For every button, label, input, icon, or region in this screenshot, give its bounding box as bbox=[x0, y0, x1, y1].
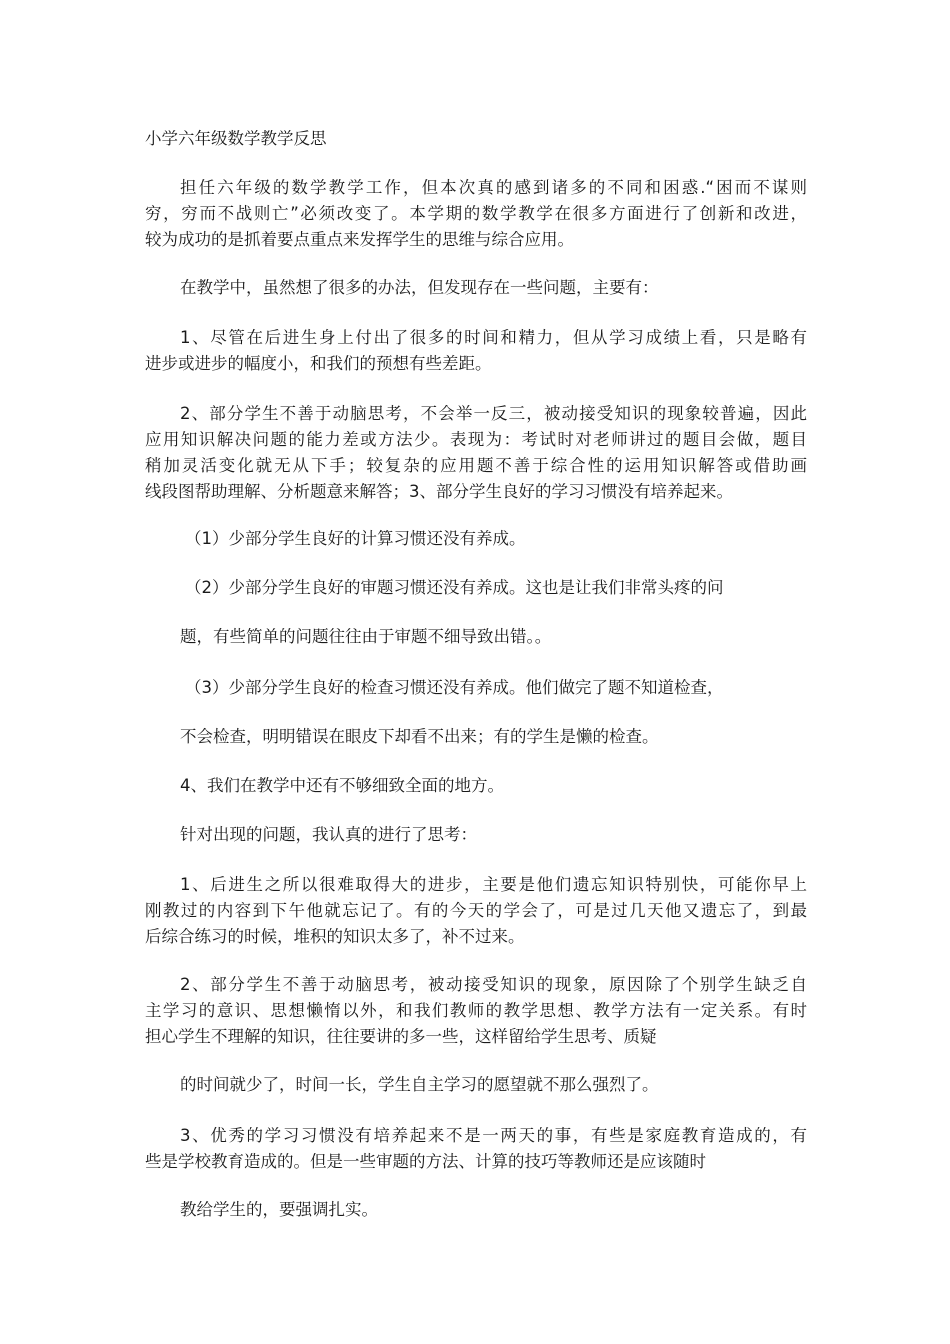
paragraph-line: 不会检查，明明错误在眼皮下却看不出来；有的学生是懒的检查。 bbox=[180, 727, 659, 746]
paragraph-line: （1）少部分学生良好的计算习惯还没有养成。 bbox=[185, 529, 526, 548]
paragraph-line: 3、优秀的学习习惯没有培养起来不是一两天的事，有些是家庭教育造成的，有 bbox=[180, 1126, 807, 1145]
paragraph-line: 教给学生的，要强调扎实。 bbox=[180, 1200, 378, 1219]
paragraph-line: 1、后进生之所以很难取得大的进步，主要是他们遗忘知识特别快，可能你早上 bbox=[180, 875, 807, 894]
paragraph-line: 针对出现的问题，我认真的进行了思考： bbox=[180, 825, 477, 844]
paragraph-line: 进步或进步的幅度小，和我们的预想有些差距。 bbox=[145, 354, 492, 373]
paragraph-line: 担心学生不理解的知识，往往要讲的多一些，这样留给学生思考、质疑 bbox=[145, 1027, 657, 1046]
paragraph-line: 担任六年级的数学教学工作，但本次真的感到诸多的不同和困惑.“困而不谋则 bbox=[180, 178, 807, 197]
document-title: 小学六年级数学教学反思 bbox=[145, 129, 327, 148]
paragraph-line: （3）少部分学生良好的检查习惯还没有养成。他们做完了题不知道检查， bbox=[185, 678, 724, 697]
paragraph-line: 线段图帮助理解、分析题意来解答；3、部分学生良好的学习习惯没有培养起来。 bbox=[145, 482, 733, 501]
paragraph-line: 的时间就少了，时间一长，学生自主学习的愿望就不那么强烈了。 bbox=[180, 1075, 659, 1094]
paragraph-line: 题，有些简单的问题往往由于审题不细导致出错。。 bbox=[180, 627, 552, 646]
paragraph-line: 后综合练习的时候，堆积的知识太多了，补不过来。 bbox=[145, 927, 525, 946]
paragraph-line: 稍加灵活变化就无从下手；较复杂的应用题不善于综合性的运用知识解答或借助画 bbox=[145, 456, 807, 475]
paragraph-line: （2）少部分学生良好的审题习惯还没有养成。这也是让我们非常头疼的问 bbox=[185, 578, 724, 597]
paragraph-line: 在教学中，虽然想了很多的办法，但发现存在一些问题，主要有： bbox=[180, 278, 659, 297]
paragraph-line: 主学习的意识、思想懒惰以外，和我们教师的教学思想、教学方法有一定关系。有时 bbox=[145, 1001, 807, 1020]
paragraph-line: 较为成功的是抓着要点重点来发挥学生的思维与综合应用。 bbox=[145, 230, 574, 249]
paragraph-line: 些是学校教育造成的。但是一些审题的方法、计算的技巧等教师还是应该随时 bbox=[145, 1152, 706, 1171]
paragraph-line: 刚教过的内容到下午他就忘记了。有的今天的学会了，可是过几天他又遗忘了，到最 bbox=[145, 901, 807, 920]
paragraph-line: 应用知识解决问题的能力差或方法少。表现为：考试时对老师讲过的题目会做，题目 bbox=[145, 430, 807, 449]
paragraph-line: 1、尽管在后进生身上付出了很多的时间和精力，但从学习成绩上看，只是略有 bbox=[180, 328, 807, 347]
paragraph-line: 穷，穷而不战则亡”必须改变了。本学期的数学教学在很多方面进行了创新和改进， bbox=[145, 204, 807, 223]
paragraph-line: 2、部分学生不善于动脑思考，不会举一反三，被动接受知识的现象较普遍，因此 bbox=[180, 404, 807, 423]
paragraph-line: 4、我们在教学中还有不够细致全面的地方。 bbox=[180, 776, 504, 795]
paragraph-line: 2、部分学生不善于动脑思考，被动接受知识的现象，原因除了个别学生缺乏自 bbox=[180, 975, 807, 994]
